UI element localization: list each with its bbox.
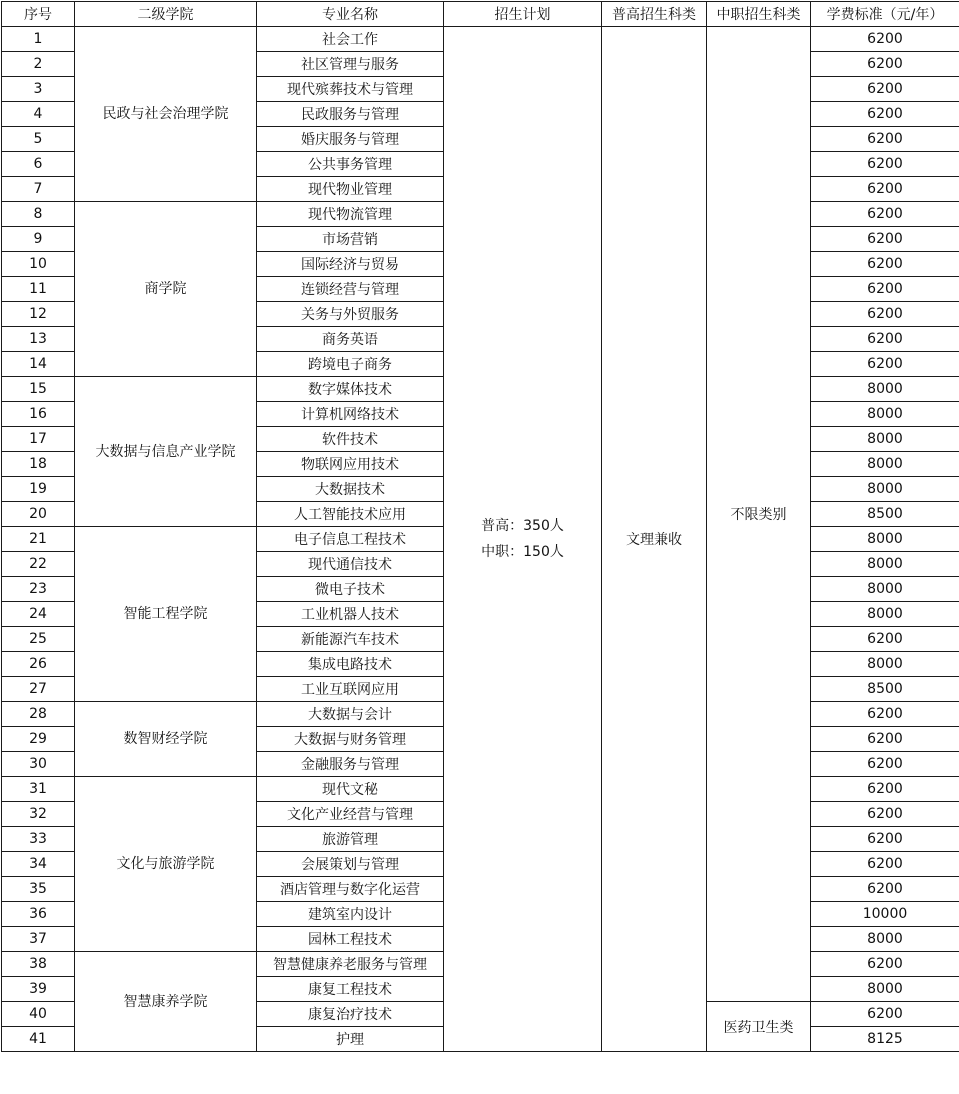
major-cell: 微电子技术: [257, 577, 444, 602]
seq-cell: 34: [2, 852, 75, 877]
seq-cell: 30: [2, 752, 75, 777]
header-major: 专业名称: [257, 2, 444, 27]
major-cell: 商务英语: [257, 327, 444, 352]
major-cell: 国际经济与贸易: [257, 252, 444, 277]
major-cell: 关务与外贸服务: [257, 302, 444, 327]
major-cell: 社会工作: [257, 27, 444, 52]
major-cell: 物联网应用技术: [257, 452, 444, 477]
seq-cell: 39: [2, 977, 75, 1002]
college-cell: 商学院: [75, 202, 257, 377]
table-row: [2, 27, 959, 52]
major-cell: 护理: [257, 1027, 444, 1052]
seq-cell: 32: [2, 802, 75, 827]
tuition-cell: 6200: [811, 202, 959, 227]
seq-cell: 28: [2, 702, 75, 727]
tuition-cell: 6200: [811, 77, 959, 102]
table-body: [2, 27, 959, 1052]
college-cell: 文化与旅游学院: [75, 777, 257, 952]
seq-cell: 40: [2, 1002, 75, 1027]
seq-cell: 26: [2, 652, 75, 677]
tuition-cell: 6200: [811, 627, 959, 652]
tuition-cell: 8000: [811, 552, 959, 577]
seq-cell: 3: [2, 77, 75, 102]
seq-cell: 14: [2, 352, 75, 377]
header-row: [2, 2, 959, 27]
seq-cell: 8: [2, 202, 75, 227]
tuition-cell: 6200: [811, 52, 959, 77]
tuition-cell: 6200: [811, 152, 959, 177]
major-cell: 园林工程技术: [257, 927, 444, 952]
tuition-cell: 6200: [811, 252, 959, 277]
major-cell: 智慧健康养老服务与管理: [257, 952, 444, 977]
college-cell: 大数据与信息产业学院: [75, 377, 257, 527]
seq-cell: 10: [2, 252, 75, 277]
seq-cell: 18: [2, 452, 75, 477]
tuition-cell: 8000: [811, 477, 959, 502]
vocational-category-medical-cell: 医药卫生类: [707, 1002, 811, 1052]
major-cell: 旅游管理: [257, 827, 444, 852]
tuition-cell: 6200: [811, 277, 959, 302]
seq-cell: 5: [2, 127, 75, 152]
tuition-cell: 6200: [811, 777, 959, 802]
major-cell: 新能源汽车技术: [257, 627, 444, 652]
tuition-cell: 8000: [811, 602, 959, 627]
major-cell: 金融服务与管理: [257, 752, 444, 777]
college-cell: 智能工程学院: [75, 527, 257, 702]
major-cell: 现代物业管理: [257, 177, 444, 202]
tuition-cell: 8000: [811, 402, 959, 427]
header-college: 二级学院: [75, 2, 257, 27]
major-cell: 市场营销: [257, 227, 444, 252]
tuition-cell: 6200: [811, 827, 959, 852]
seq-cell: 31: [2, 777, 75, 802]
seq-cell: 13: [2, 327, 75, 352]
major-cell: 连锁经营与管理: [257, 277, 444, 302]
seq-cell: 6: [2, 152, 75, 177]
tuition-cell: 6200: [811, 752, 959, 777]
major-cell: 大数据与财务管理: [257, 727, 444, 752]
seq-cell: 15: [2, 377, 75, 402]
header-high-school-category: 普高招生科类: [602, 2, 707, 27]
major-cell: 公共事务管理: [257, 152, 444, 177]
major-cell: 工业互联网应用: [257, 677, 444, 702]
seq-cell: 29: [2, 727, 75, 752]
seq-cell: 7: [2, 177, 75, 202]
tuition-cell: 8000: [811, 452, 959, 477]
tuition-cell: 6200: [811, 702, 959, 727]
major-cell: 社区管理与服务: [257, 52, 444, 77]
major-cell: 电子信息工程技术: [257, 527, 444, 552]
major-cell: 软件技术: [257, 427, 444, 452]
seq-cell: 17: [2, 427, 75, 452]
major-cell: 康复治疗技术: [257, 1002, 444, 1027]
tuition-cell: 8000: [811, 377, 959, 402]
tuition-cell: 8000: [811, 927, 959, 952]
major-cell: 婚庆服务与管理: [257, 127, 444, 152]
major-cell: 大数据与会计: [257, 702, 444, 727]
plan-vocational: 中职：150人: [444, 539, 601, 565]
major-cell: 工业机器人技术: [257, 602, 444, 627]
major-cell: 文化产业经营与管理: [257, 802, 444, 827]
college-cell: 数智财经学院: [75, 702, 257, 777]
seq-cell: 36: [2, 902, 75, 927]
tuition-cell: 6200: [811, 227, 959, 252]
major-cell: 酒店管理与数字化运营: [257, 877, 444, 902]
seq-cell: 27: [2, 677, 75, 702]
major-cell: 人工智能技术应用: [257, 502, 444, 527]
major-cell: 现代通信技术: [257, 552, 444, 577]
seq-cell: 16: [2, 402, 75, 427]
college-cell: 民政与社会治理学院: [75, 27, 257, 202]
seq-cell: 1: [2, 27, 75, 52]
tuition-cell: 8000: [811, 977, 959, 1002]
tuition-cell: 8000: [811, 427, 959, 452]
plan-cell: [444, 27, 602, 1052]
tuition-cell: 6200: [811, 102, 959, 127]
seq-cell: 20: [2, 502, 75, 527]
tuition-cell: 6200: [811, 327, 959, 352]
major-cell: 现代殡葬技术与管理: [257, 77, 444, 102]
seq-cell: 12: [2, 302, 75, 327]
seq-cell: 33: [2, 827, 75, 852]
tuition-cell: 8000: [811, 577, 959, 602]
seq-cell: 25: [2, 627, 75, 652]
major-cell: 民政服务与管理: [257, 102, 444, 127]
major-cell: 康复工程技术: [257, 977, 444, 1002]
tuition-cell: 8125: [811, 1027, 959, 1052]
seq-cell: 9: [2, 227, 75, 252]
high-school-category-cell: 文理兼收: [602, 27, 707, 1052]
seq-cell: 37: [2, 927, 75, 952]
seq-cell: 38: [2, 952, 75, 977]
seq-cell: 2: [2, 52, 75, 77]
seq-cell: 19: [2, 477, 75, 502]
tuition-cell: 6200: [811, 302, 959, 327]
tuition-cell: 8500: [811, 502, 959, 527]
major-cell: 现代文秘: [257, 777, 444, 802]
seq-cell: 11: [2, 277, 75, 302]
tuition-cell: 6200: [811, 727, 959, 752]
seq-cell: 23: [2, 577, 75, 602]
seq-cell: 41: [2, 1027, 75, 1052]
header-seq: 序号: [2, 2, 75, 27]
tuition-cell: 8000: [811, 527, 959, 552]
tuition-cell: 10000: [811, 902, 959, 927]
college-cell: 智慧康养学院: [75, 952, 257, 1052]
tuition-cell: 6200: [811, 877, 959, 902]
seq-cell: 4: [2, 102, 75, 127]
major-cell: 跨境电子商务: [257, 352, 444, 377]
tuition-cell: 6200: [811, 802, 959, 827]
major-cell: 建筑室内设计: [257, 902, 444, 927]
major-cell: 大数据技术: [257, 477, 444, 502]
major-cell: 计算机网络技术: [257, 402, 444, 427]
seq-cell: 35: [2, 877, 75, 902]
tuition-cell: 8000: [811, 652, 959, 677]
tuition-cell: 6200: [811, 27, 959, 52]
tuition-cell: 6200: [811, 177, 959, 202]
seq-cell: 22: [2, 552, 75, 577]
enrollment-table: [1, 1, 959, 1052]
tuition-cell: 6200: [811, 352, 959, 377]
tuition-cell: 8500: [811, 677, 959, 702]
header-tuition: 学费标准（元/年）: [811, 2, 959, 27]
tuition-cell: 6200: [811, 1002, 959, 1027]
major-cell: 集成电路技术: [257, 652, 444, 677]
header-vocational-category: 中职招生科类: [707, 2, 811, 27]
vocational-category-cell: 不限类别: [707, 27, 811, 1002]
plan-high-school: 普高：350人: [444, 513, 601, 539]
seq-cell: 24: [2, 602, 75, 627]
major-cell: 会展策划与管理: [257, 852, 444, 877]
tuition-cell: 6200: [811, 952, 959, 977]
tuition-cell: 6200: [811, 127, 959, 152]
major-cell: 数字媒体技术: [257, 377, 444, 402]
seq-cell: 21: [2, 527, 75, 552]
tuition-cell: 6200: [811, 852, 959, 877]
major-cell: 现代物流管理: [257, 202, 444, 227]
header-plan: 招生计划: [444, 2, 602, 27]
